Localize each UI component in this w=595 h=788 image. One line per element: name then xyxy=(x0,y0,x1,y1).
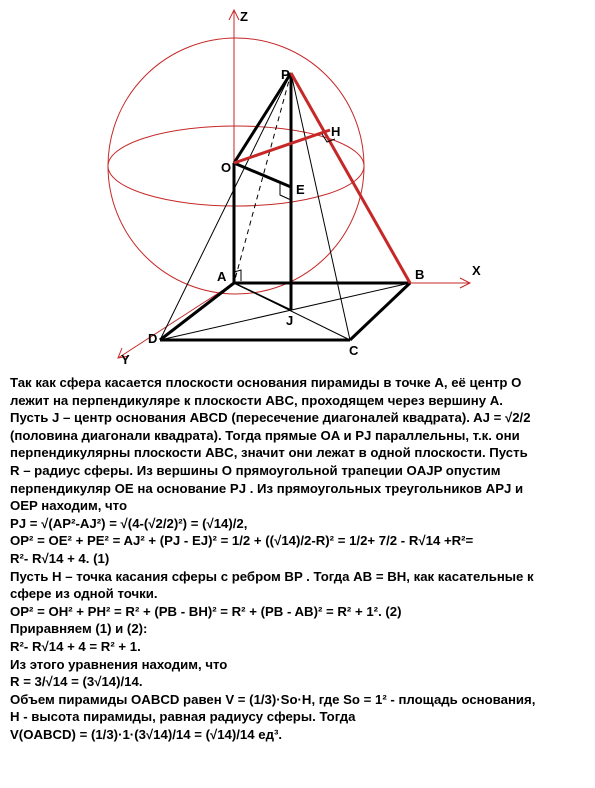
label-h: H xyxy=(331,124,341,139)
y-axis xyxy=(118,283,234,358)
sphere-equator xyxy=(108,126,364,206)
solution-line: H - высота пирамиды, равная радиусу сферы. Тогда xyxy=(10,709,356,725)
solution-line: перпендикулярны плоскости ABC, значит они лежат в одной плоскости. Пусть xyxy=(10,445,528,461)
solution-line: R²- R√14 + 4. (1) xyxy=(10,550,110,566)
label-z: Z xyxy=(240,9,248,24)
label-x: X xyxy=(472,263,481,278)
pyramid-sphere-diagram xyxy=(0,0,595,372)
solution-line: PJ = √(AP²-AJ²) = √(4-(√2/2)²) = (√14)/2, xyxy=(10,515,248,531)
edge-bc xyxy=(350,283,410,340)
solution-line: перпендикуляр OE на основание PJ . Из прямоугольных треугольников APJ и xyxy=(10,480,524,496)
solution-line: Пусть J – центр основания ABCD (пересечение диагоналей квадрата). AJ = √2/2 xyxy=(10,410,531,426)
solution-line: лежит на перпендикуляре к плоскости ABC, проходящем через вершину A. xyxy=(10,392,503,408)
solution-line: Пусть H – точка касания сферы с ребром BP . Тогда AB = BH, как касательные к xyxy=(10,568,534,584)
solution-line: R = 3/√14 = (3√14)/14. xyxy=(10,674,143,690)
solution-line: OEP находим, что xyxy=(10,498,128,514)
label-b: B xyxy=(415,267,425,282)
label-y: Y xyxy=(121,352,130,367)
solution-line: Приравняем (1) и (2): xyxy=(10,621,148,637)
segment-oe xyxy=(234,163,291,187)
label-o: O xyxy=(221,160,232,175)
label-e: E xyxy=(296,182,305,197)
solution-line: Объем пирамиды OABCD равен V = (1/3)·So·H, где So = 1² - площадь основания, xyxy=(10,691,536,707)
sphere-outline xyxy=(108,38,364,294)
solution-line: R²- R√14 + 4 = R² + 1. xyxy=(10,638,141,654)
solution-line: OP² = OH² + PH² = R² + (PB - BH)² = R² + (PB - AB)² = R² + 1². (2) xyxy=(10,603,402,619)
edge-pc xyxy=(291,73,350,340)
solution-line: V(OABCD) = (1/3)·1·(3√14)/14 = (√14)/14 ед³. xyxy=(10,726,283,742)
solution-text xyxy=(10,374,590,743)
solution-line: R – радиус сферы. Из вершины O прямоугольной трапеции OAJP опустим xyxy=(10,462,501,478)
segment-aj xyxy=(234,283,291,310)
segment-oh xyxy=(234,130,330,163)
label-a: A xyxy=(217,269,227,284)
segment-pb xyxy=(291,73,410,283)
solution-line: (половина диагонали квадрата). Тогда прямые OA и PJ параллельны, т.к. они xyxy=(10,427,520,443)
solution-line: OP² = OE² + PE² = AJ² + (PJ - EJ)² = 1/2 + ((√14)/2-R)² = 1/2+ 7/2 - R√14 +R²= xyxy=(10,533,474,549)
label-p: P xyxy=(281,67,290,82)
label-d: D xyxy=(148,331,158,346)
solution-line: сфере из одной точки. xyxy=(10,586,158,602)
segment-op xyxy=(234,73,291,163)
solution-line: Так как сфера касается плоскости основания пирамиды в точке A, её центр O xyxy=(10,375,522,390)
label-c: C xyxy=(349,343,359,358)
label-j: J xyxy=(286,313,294,328)
solution-line: Из этого уравнения находим, что xyxy=(10,656,228,672)
edge-pa-hidden xyxy=(234,73,291,283)
